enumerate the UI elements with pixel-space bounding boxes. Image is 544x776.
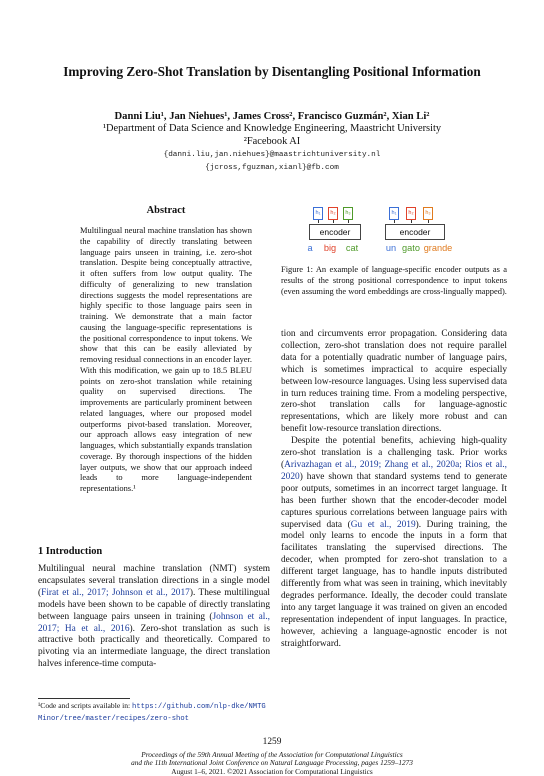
figure-1 (281, 205, 507, 257)
paragraph-challenges (281, 436, 507, 650)
intro-paragraph (38, 564, 270, 671)
abstract-text: Multilingual neural machine translation has shown the capability of directly translating between language pairs unseen in training, i.e. zero-shot translation. Despite being conceptually attractive, it often suffers from low output quality. The difficulty of generalizing to new translation directions suggests the model representations are highly specific to those language pairs seen in training. We demonstrate that a main factor causing the language-specific representations is the positional correspondence to input tokens. We show that this can be easily alleviated by removing residual connections in an encoder layer. With this modification, we gain up to 18.5 BLEU points on zero-shot translation while retaining quality on supervised directions. The improvements are particularly prominent between related languages, where our proposed model outperforms pivot-based translation. Moreover, our approach allows easy integration of new languages, which substantially expands translation coverage. By thorough inspections of the hidden layer outputs, we show that our approach indeed leads to more language-independent representations.¹ (80, 225, 252, 493)
citation-link[interactable]: Gu et al., 2019 (350, 519, 416, 530)
encoder-box-left: encoder (309, 224, 361, 240)
hidden-state-box: h₂ (406, 207, 416, 220)
abstract-heading: Abstract (146, 205, 186, 216)
right-column-text (281, 329, 507, 650)
footnote-url-link[interactable]: https://github.com/nlp-dke/NMTGMinor/tree/master/recipes/zero-shot (38, 703, 266, 723)
intro-text-1: Multilingual neural machine translation (NMT) system encapsulates several translation directions in a single model ( (38, 564, 270, 598)
page-number: 1259 (262, 737, 282, 747)
proceedings-line-2: and the 11th International Joint Conference on Natural Language Processing, pages 1259–1273 (131, 758, 413, 768)
source-token-gato: gato (402, 243, 420, 253)
arrow-stem (411, 220, 412, 223)
intro-text-3: ). Zero-shot translation as such is attractive both practically and theoretically. Compared to pivoting via an intermediate language, the direct translation halves inference-time computa- (38, 623, 270, 670)
source-token-un: un (385, 243, 397, 253)
author-list: Danni Liu¹, Jan Niehues¹, James Cross², Francisco Guzmán², Xian Li² (114, 111, 430, 122)
footnote-label: ¹Code and scripts available in: (38, 701, 133, 710)
challenges-text-1: Despite the potential benefits, achieving high-quality zero-shot translation is a challenging task. Prior works ( (281, 436, 507, 470)
source-token-a: a (307, 243, 313, 253)
footnote (38, 701, 270, 724)
email-facebook: {jcross,fguzman,xianl}@fb.com (205, 164, 339, 172)
encoder-box-right: encoder (385, 224, 445, 240)
arrow-stem (428, 220, 429, 223)
arrow-stem (318, 220, 319, 223)
proceedings-line-1: Proceedings of the 59th Annual Meeting of the Association for Computational Linguistics (141, 750, 403, 759)
citation-link[interactable]: Johnson et al., 2017; Ha et al., 2016 (38, 611, 271, 634)
affiliations (60, 123, 484, 148)
intro-text-2: ). These multilingual models have been shown to be capable of directly translating between language pairs unseen in training ( (38, 587, 270, 622)
source-token-big: big (323, 243, 337, 253)
paragraph-motivation: tion and circumvents error propagation. Considering data collection, zero-shot translation does not require parallel data for a potentially quadratic number of language pairs, which is sometimes impractical to acquire especially between low-resource languages. Using less supervised data in turn reduces training time. From a modeling perspective, zero-shot translation calls for language-agnostic representations, which are likely more robust and can benefit low-resource translation directions. (281, 329, 507, 435)
arrow-stem (333, 220, 334, 223)
hidden-state-box: h₁ (389, 207, 399, 220)
citation-link[interactable]: Arivazhagan et al., 2019; Zhang et al., 2020a; Rios et al., 2020 (281, 459, 507, 482)
challenges-text-2: ) have shown that standard systems tend to generate poor outputs, sometimes in an incorrect target language. It has been further shown that the encoder-decoder model captures spurious correlations between language pairs with supervised data ( (281, 471, 507, 530)
hidden-state-box: h₃ (343, 207, 353, 220)
hidden-state-box: h₁ (313, 207, 323, 220)
arrow-stem (348, 220, 349, 223)
hidden-state-box: h₂ (328, 207, 338, 220)
paper-title: Improving Zero-Shot Translation by Disentangling Positional Information (63, 64, 481, 79)
footnote-rule (38, 698, 130, 699)
proceedings-footer (40, 751, 504, 776)
hidden-state-box: h₃ (423, 207, 433, 220)
affiliation-maastricht: ¹Department of Data Science and Knowledge Engineering, Maastricht University (102, 123, 442, 134)
challenges-text-3: ). During training, the model only learns to encode the inputs in a form that facilitates translating the supervised directions. The decoder, when prompted for zero-shot translation to a different target language, has to handle inputs distributed differently from what was seen in training, which inevitably degrades performance. Ideally, the decoder could translate into any target language it was trained on given an encoded representation independent of input languages. In practice, however, achieving a language-agnostic encoder is not straightforward. (281, 519, 508, 649)
email-maastricht: {danni.liu,jan.niehues}@maastrichtuniversity.nl (163, 151, 381, 159)
source-token-grande: grande (423, 243, 453, 253)
affiliation-facebook: ²Facebook AI (243, 135, 301, 147)
author-emails (60, 149, 484, 175)
figure-1-caption: Figure 1: An example of language-specific encoder outputs as a results of the strong positional correspondence to input tokens (even assuming the word embeddings are cross-lingually mapped). (281, 264, 507, 296)
citation-link[interactable]: Firat et al., 2017; Johnson et al., 2017 (41, 587, 190, 598)
arrow-stem (394, 220, 395, 223)
source-token-cat: cat (345, 243, 359, 253)
section-heading-introduction: 1 Introduction (38, 546, 103, 557)
proceedings-line-3: August 1–6, 2021. ©2021 Association for Computational Linguistics (171, 766, 373, 776)
